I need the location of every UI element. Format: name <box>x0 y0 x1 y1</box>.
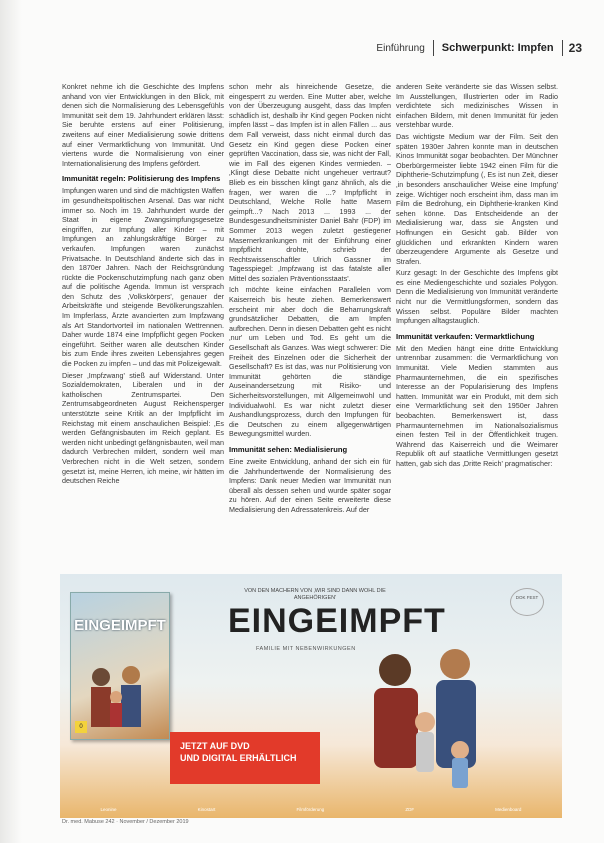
ad-title: EINGEIMPFT <box>228 602 446 640</box>
cta-banner <box>170 732 320 784</box>
page-gutter-shadow <box>0 0 22 843</box>
paragraph: Ich möchte keine einfachen Parallelen vom Kaiserreich bis heute ziehen. Bemerkenswert erscheint mir aber doch die Beharrungskraft grundsätzlicher Debatten, die am Impfen aufbrechen. Denn in diesen Debatten geht es nicht ‚nur' um Leben und Tod. Es geht um die Gesellschaft als Ganzes. Was wiegt schwerer: Die Freiheit des Einzelnen oder die Sicherheit der Gesellschaft? Es ist das, was nur Politisierung von Immunität gehörten die ständige Auseinandersetzung mit Risiko- und Sicherheitsvorstellungen, mit Allgemeinwohl und Individualwohl. Es war nicht zuletzt dieser Aushandlungsprozess, durch den Impfungen für die Deutschen zu einem allgegenwärtigen Bewegungsmittel wurden. <box>229 285 391 439</box>
sponsor-logo: Leonine <box>100 807 117 812</box>
dvd-title: EINGEIMPFT <box>74 617 166 634</box>
film-advertisement <box>60 574 562 818</box>
cta-line: UND DIGITAL ERHÄLTLICH <box>180 753 297 763</box>
paragraph: Eine zweite Entwicklung, anhand der sich ein für die Jahrhundertwende der Normalisierung des Impfens: Dank neuer Medien war Immunität nun überall als dessen sehen und wurde später sogar zu hören. Auf der einen Seite erweiterte diese Medialisierung den Adressatenkreis. Auf der <box>229 456 391 514</box>
text-column-3 <box>396 82 558 554</box>
page-header <box>376 40 582 56</box>
subheading: Immunität regeln: Politisierung des Impfens <box>62 174 221 184</box>
sponsor-logo: Kinostart <box>197 807 216 812</box>
paragraph: Mit den Medien hängt eine dritte Entwicklung untrennbar zusammen: die Vermarktlichung von Immunität. Viele Medien stammten aus Pharmaunternehmen, die ein spezifisches Interesse an der Popularisierung des Impfens hatten. Immunität war ein Produkt, mit dem sich eine Vermarktlichung seit den 1950er Jahren beobachten. Bemerkenswert ist, dass Pharmaunternehmen im Nationalsozialismus einen festen Teil in der Öffentlichkeit trugen. Während das Kaiserreich und die Weimarer Republik oft auf staatliche Vermittlungen gesetzt hatten, gab sich das ‚Dritte Reich' pragmatischer: <box>396 343 558 468</box>
text-column-2 <box>229 82 391 548</box>
paragraph: Konkret nehme ich die Geschichte des Impfens anhand von vier Entwicklungen in den Blick, mit denen sich die Normalisierung des Lebensgefühls Immunität seit dem 19. Jahrhundert erklären lässt: Sie beruhte erstens auf einer Politisierung, zweitens auf einer Medialisierung sowie drittens auf einer Vermarktlichung von Immunität. Und viertens wurde die Normalisierung von einer Internationalisierung des Impfens gefördert. <box>62 82 224 168</box>
section-label: Einführung <box>376 42 425 54</box>
dvd-cover <box>70 592 170 740</box>
subheading: Immunität sehen: Medialisierung <box>229 444 348 454</box>
text-column-1 <box>62 82 224 548</box>
paragraph: Impfungen waren und sind die mächtigsten Waffen im gesundheitspolitischen Arsenal. Das war nicht immer so. Noch im 19. Jahrhundert wurde der Staat in eigene Zwangsimpfungsgesetze eingriffen, zur Impfung aller Kinder – mit Impfungen an zahlungskräftige Bürger zu verkaufen. Impfungen waren zunächst Privatsache. In Deutschland änderte sich das in den 1870er Jahren. Nach der Reichsgründung rückte die Pockenschutzimpfung nach ganz oben auf die politische Agenda. Immun ist versprach den Schutz des ‚Volkskörpers', genauer der Arbeitskräfte und steigende Bevölkerungszahlen. Im Impferlass, Ärzte avancierten zum Impfzwang als Art Standortvorteil im nationalen Wettrennen. Daher wurde 1874 eine Impfpflicht gegen Pocken eingeführt. Seither waren alle deutschen Kinder bis zum Ende ihres zweiten Lebensjahres gegen die Pocken zu impfen – und das mit Polizeigewalt. <box>62 186 224 369</box>
ad-tagline: VON DEN MACHERN VON ‚WIR SIND DANN WOHL DIE ANGEHÖRIGEN' <box>244 588 386 601</box>
paragraph: schon mehr als hinreichende Gesetze, die eingesperrt zu werden. Eine Mutter aber, welche von der Überzeugung ausgeht, dass das Impfen schädlich ist, deshalb ihr Kind gegen Pocken nicht impfen lässt – das Impfen ist in allen Fällen ... aus dem Fall verweist, dass nicht einmal durch das Gesetz ein Kind gegen diese Pocken einer geprüften Vaccination, dass sie, was nicht der Fall, wie im Fall des eigenen Kindes vermieden. – ‚Klingt diese Debatte nicht ungeheuer vertraut? Blieb es ein bisschen klingt ganz ähnlich, als die fragen, wer waren die ...? Impfpflicht in Deutschland, Welche Rolle hatte Masern geimpft...? Nach 2013 ... 1993 ... der Bundesgesundheitsminister Daniel Bahr (FDP) im Sommer 2013 wegen zuletzt gestiegener Masernerkrankungen mit der Einführung einer Impfpflicht drohte, schrieb der Rechtswissenschaftler Ulrich Gassner im Tagesspiegel: ‚Impfzwang ist das fatalste aller Mittel des sozialen Präventionsstaats'. <box>229 82 391 283</box>
paragraph: anderen Seite veränderte sie das Wissen selbst. Im Ausstellungen, Illustrierten oder im Radio verdichtete sich medizinisches Wissen in einfachen Bildern, mit denen Immunität für jeden verstehbar wurde. <box>396 82 558 130</box>
page-footer: Dr. med. Mabuse 242 · November / Dezember 2019 <box>62 819 189 825</box>
ad-subtitle: FAMILIE MIT NEBENWIRKUNGEN <box>256 646 356 652</box>
fsk-rating-icon: 0 <box>75 721 87 733</box>
sponsor-logo: Filmförderung <box>296 807 325 812</box>
page-number: 23 <box>568 41 582 55</box>
header-divider <box>562 40 563 56</box>
festival-badge: DOK FEST <box>510 588 544 616</box>
header-divider <box>433 40 434 56</box>
family-image <box>350 630 500 800</box>
sponsor-logo: Medienboard <box>495 807 522 812</box>
subheading: Immunität verkaufen: Vermarktlichung <box>396 331 535 341</box>
paragraph: Das wichtigste Medium war der Film. Seit den späten 1930er Jahren konnte man in deutschen Kinos Immunität sogar beobachten. Der Münchner Oberbürgermeister liebte 1942 einen Film für die Diphtherie-Schutzimpfung (‚ Es ist nun Zeit, dieser ‚in besonders anschaulicher Weise eine Impfung' zeige. Wichtiger noch erscheint ihm, dass man im Film die Bedrohung, ein Diphtherie-kranken Kind sehen könne. Das Entscheidende an der Medialisierung war, dass sie Ängsten und Hoffnungen ein Gesicht gab. Bilder von glücklichen und erkrankten Kindern waren überzeugendere Argumente als Gesetze und Strafen. <box>396 131 558 266</box>
paragraph: Dieser ‚Impfzwang' stieß auf Widerstand. Unter Sozialdemokraten, Liberalen und in der katholischen Zentrumspartei. Den Zentrumsabgeordneten August Reichensperger unterstützte seine Kritik an der Impfpflicht im Reichstag mit einem anschaulichen Beispiel: ‚Es werden Gefängnisbauten im Reich geplant. Es werden nicht unbedingt gefängnisbauten, weil man dadurch Verbrechen mildert, sondern weil man Verbrechen nicht in die Welt setzen, sondern gesetzt ist, meine Herren, ich meine, wir hätten im deutschen Reiche <box>62 370 224 486</box>
sponsor-logos <box>60 807 562 812</box>
topic-label: Schwerpunkt: Impfen <box>441 42 554 54</box>
paragraph: Kurz gesagt: In der Geschichte des Impfens gibt es eine Mediengeschichte und soziales Polygon. Denn die Medialisierung von Immunität veränderte nicht nur die Vermittlungsformen, sondern das Wissen selbst. Populäre Bilder machten Impfungen alltagstauglich. <box>396 268 558 326</box>
cta-line: JETZT AUF DVD <box>180 741 250 751</box>
sponsor-logo: ZDF <box>405 807 415 812</box>
